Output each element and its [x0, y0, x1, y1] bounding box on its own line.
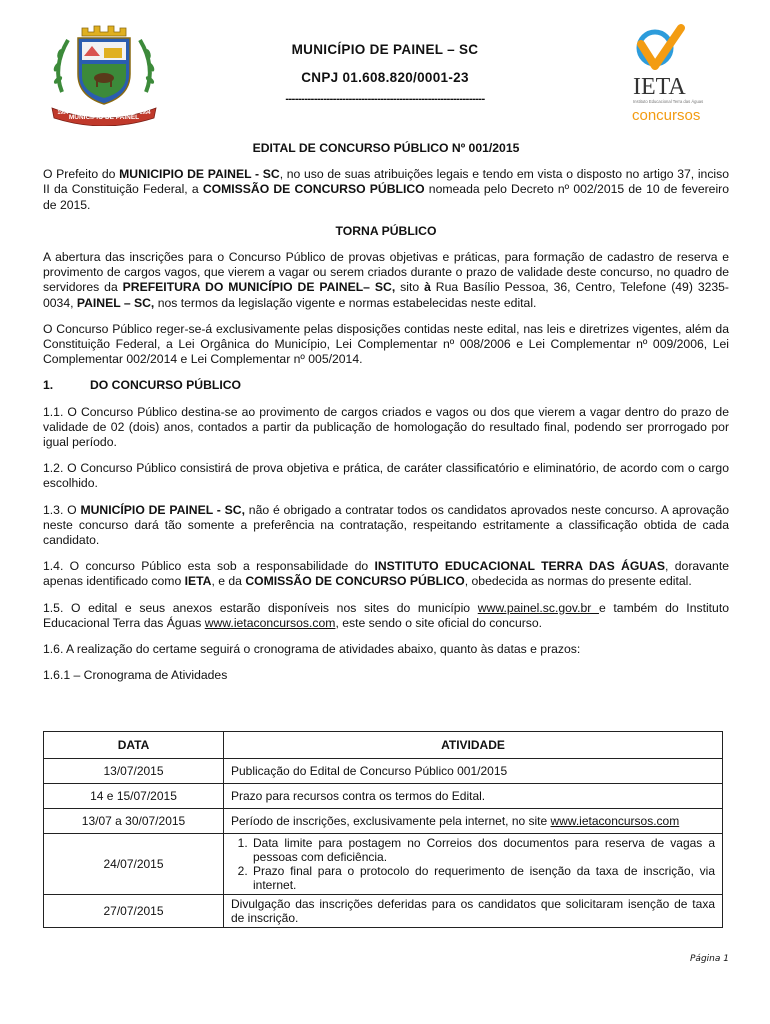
item-text: não é obrigado a contratar todos os candidatos aprovados neste concurso. A aprovação neste concurso dará tão somente a preferência na contratação, respeitando estritamente a classificação obtida de cada candidato.	[43, 502, 729, 548]
section-title: DO CONCURSO PÚBLICO	[90, 378, 241, 393]
header-divider: ---------------------------------------------------------------	[285, 93, 485, 105]
item-1-2: 1.2. O Concurso Público consistirá de prova objetiva e prática, de caráter classificatório e eliminatório, de acordo com o cargo escolhido.	[43, 461, 729, 491]
item-1-6-1: 1.6.1 – Cronograma de Atividades	[43, 668, 228, 683]
row-activity: Divulgação das inscrições deferidas para os candidatos que solicitaram isenção de taxa de inscrição.	[224, 895, 723, 928]
item-bold: MUNICÍPIO DE PAINEL - SC,	[80, 502, 245, 517]
item-text: e também do Instituto Educacional Terra das Águas	[43, 600, 729, 630]
inscricoes-site-link[interactable]: www.ietaconcursos.com	[550, 814, 680, 828]
row-date: 13/07 a 30/07/2015	[44, 809, 224, 834]
row-date: 27/07/2015	[44, 895, 224, 928]
item-1-1: 1.1. O Concurso Público destina-se ao provimento de cargos criados e vagos ou dos que vierem a vagar dentro do prazo de validade de 02 (dois) anos, contados a partir da publicação de homologação do resultado final, podendo ser prorrogado por igual período.	[43, 404, 729, 450]
row-date: 14 e 15/07/2015	[44, 784, 224, 809]
intro-text: , no uso de suas atribuições legais e tendo em vista o disposto no artigo 37, inciso II da Constituição Federal, a	[43, 167, 729, 197]
intro-paragraph	[43, 167, 729, 213]
municipality-name: MUNICÍPIO DE PAINEL – SC	[291, 42, 479, 57]
section-number: 1.	[43, 378, 54, 393]
painel-site-link[interactable]: www.painel.sc.gov.br	[477, 600, 599, 615]
intro-text: nomeada pelo Decreto nº 002/2015 de 10 de fevereiro de 2015.	[43, 182, 729, 212]
item-1-5	[43, 601, 729, 631]
abertura-bold-painel: PAINEL – SC,	[76, 295, 155, 310]
row-date: 24/07/2015	[44, 834, 224, 895]
item-bold: IETA	[184, 574, 212, 589]
activity-list	[231, 836, 715, 892]
table-row	[44, 784, 723, 809]
table-row	[44, 809, 723, 834]
abertura-text: Rua Basílio Pessoa, 36, Centro, Telefone (49) 3235-0034,	[43, 280, 729, 310]
intro-bold-municipio: MUNICIPIO DE PAINEL - SC	[119, 167, 280, 182]
cronograma-table	[43, 731, 723, 928]
activity-list-item: 2. Prazo final para o protocolo do requerimento de isenção da taxa de inscrição, via internet.	[251, 864, 715, 892]
table-row	[44, 834, 723, 895]
crest-ribbon-text: MUNICÍPIO DE PAINEL	[68, 114, 140, 121]
crest-year-left: 1994	[57, 110, 69, 116]
item-1-3	[43, 503, 729, 549]
abertura-bold-prefeitura: PREFEITURA DO MUNICÍPIO DE PAINEL– SC,	[122, 280, 396, 295]
abertura-text: A abertura das inscrições para o Concurso Público de provas objetivas e práticas, para formação de cadastro de reserva e provimento de cargos vagos, que vierem a vagar ou serem criados durante o prazo de validade deste concurso, no quadro de servidores da	[43, 250, 729, 295]
cnpj-line: CNPJ 01.608.820/0001-23	[301, 70, 469, 85]
municipal-crest-logo	[48, 22, 160, 126]
ieta-site-link[interactable]: www.ietaconcursos.com	[204, 615, 336, 630]
item-text: , obedecida as normas do presente edital.	[464, 574, 692, 589]
item-text: , este sendo o site oficial do concurso.	[335, 615, 543, 630]
intro-text: O Prefeito do	[43, 167, 120, 182]
item-bold: INSTITUTO EDUCACIONAL TERRA DAS ÁGUAS	[374, 559, 666, 574]
item-text: 1.4. O concurso Público esta sob a responsabilidade do	[43, 559, 375, 574]
abertura-text: sito	[395, 280, 425, 295]
activity-list-item: 1. Data limite para postagem no Correios dos documentos para reserva de vagas a pessoas com deficiência.	[251, 836, 715, 864]
regido-paragraph: O Concurso Público reger-se-á exclusivamente pelas disposições contidas neste edital, nas leis e diretrizes vigentes, além da Constituição Federal, a Lei Orgânica do Município, Lei Complementar nº 008/2006 e Lei Complementar nº 009/2006, Lei Complementar 002/2014 e Lei Complementar nº 005/2014.	[43, 321, 729, 367]
ieta-concursos-logo	[615, 24, 725, 126]
item-text: , e da	[211, 574, 246, 589]
row-activity: Publicação do Edital de Concurso Público 001/2015	[224, 759, 723, 784]
row-activity-text: Período de inscrições, exclusivamente pela internet, no site	[231, 814, 551, 828]
crest-year-right: 1994	[139, 110, 151, 116]
item-text: , doravante apenas identificado como	[43, 559, 729, 589]
column-header-date: DATA	[44, 732, 224, 759]
item-text: 1.3. O	[43, 502, 81, 517]
abertura-paragraph	[43, 250, 729, 311]
edital-body	[43, 141, 729, 694]
item-1-6: 1.6. A realização do certame seguirá o cronograma de atividades abaixo, quanto às datas e prazos:	[43, 642, 581, 657]
section-heading	[43, 378, 729, 393]
ieta-subtitle: concursos	[632, 107, 701, 124]
abertura-text: nos termos da legislação vigente e normas estabelecidas neste edital.	[154, 295, 537, 310]
item-1-4	[43, 559, 729, 589]
row-activity	[224, 834, 723, 895]
row-activity	[224, 809, 723, 834]
row-date: 13/07/2015	[44, 759, 224, 784]
column-header-activity: ATIVIDADE	[224, 732, 723, 759]
edital-title: EDITAL DE CONCURSO PÚBLICO Nº 001/2015	[252, 141, 520, 155]
abertura-bold-a: à	[424, 280, 431, 295]
ieta-mark: IETA	[633, 74, 686, 100]
intro-bold-comissao: COMISSÃO DE CONCURSO PÚBLICO	[202, 182, 425, 197]
row-activity: Prazo para recursos contra os termos do Edital.	[224, 784, 723, 809]
ieta-tagline: Instituto Educacional Terra das Águas	[633, 99, 704, 104]
table-header-row	[44, 732, 723, 759]
torna-publico-heading: TORNA PÚBLICO	[335, 223, 437, 238]
item-bold: COMISSÃO DE CONCURSO PÚBLICO	[245, 574, 465, 589]
document-header	[200, 42, 570, 105]
table-row	[44, 895, 723, 928]
table-row	[44, 759, 723, 784]
item-text: 1.5. O edital e seus anexos estarão disponíveis nos sites do município	[43, 600, 478, 615]
page-number: Página 1	[690, 954, 729, 964]
